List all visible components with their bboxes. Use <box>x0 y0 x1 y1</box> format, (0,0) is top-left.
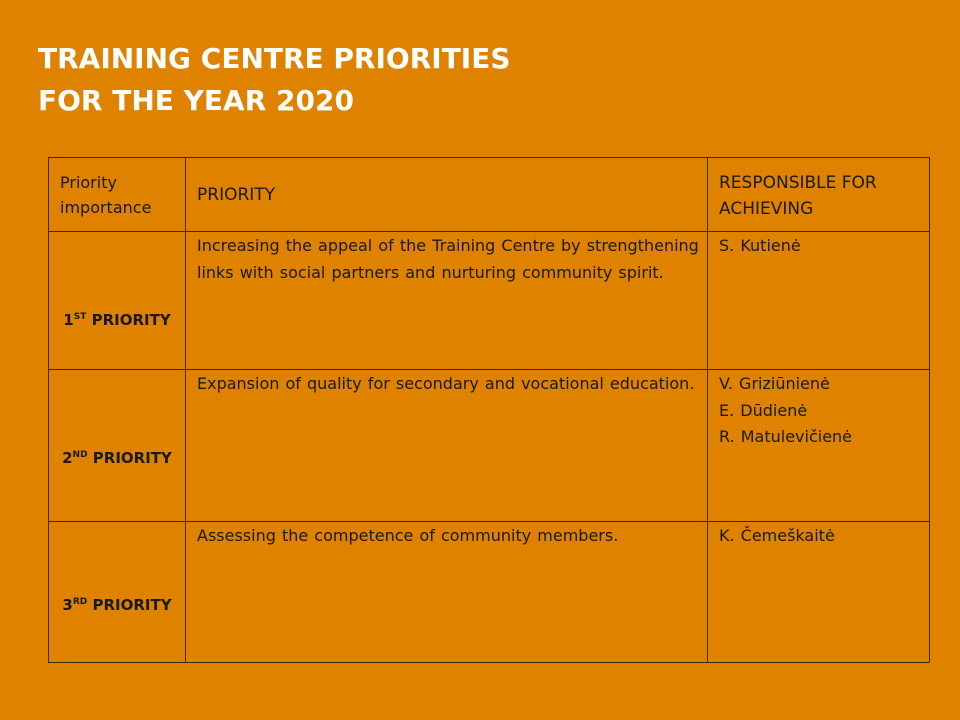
priority-description: Expansion of quality for secondary and vocational education. <box>186 370 708 522</box>
table-row <box>49 522 930 663</box>
rank-word: PRIORITY <box>87 449 172 467</box>
rank-number: 3 <box>62 596 73 614</box>
table-row <box>49 232 930 370</box>
rank-suffix: ND <box>72 450 88 460</box>
header-importance <box>49 158 186 232</box>
header-importance-line-1: Priority <box>60 173 117 192</box>
rank-word: PRIORITY <box>86 311 171 329</box>
priority-description: Increasing the appeal of the Training Centre by strengthening links with social partners and nurturing community spirit. <box>186 232 708 370</box>
rank-suffix: ST <box>73 312 87 322</box>
rank-number: 2 <box>62 449 73 467</box>
priority-rank-cell <box>49 522 186 663</box>
page-title <box>38 38 511 122</box>
priority-rank-cell <box>49 232 186 370</box>
responsible-person: R. Matulevičienė <box>719 427 853 446</box>
rank-number: 1 <box>63 311 74 329</box>
header-responsible-line-2: ACHIEVING <box>719 199 814 219</box>
table-row <box>49 370 930 522</box>
responsible-person: E. Dūdienė <box>719 400 808 420</box>
priorities-table <box>48 157 930 663</box>
responsible-person: V. Griziūnienė <box>719 374 830 393</box>
priority-rank-cell <box>49 370 186 522</box>
responsible-cell <box>708 370 930 522</box>
responsible-person: S. Kutienė <box>719 236 801 255</box>
title-line-2: FOR THE YEAR 2020 <box>38 84 354 117</box>
priority-description: Assessing the competence of community members. <box>186 522 708 663</box>
header-responsible-line-1: RESPONSIBLE FOR <box>719 173 877 193</box>
rank-word: PRIORITY <box>87 596 172 614</box>
header-priority: PRIORITY <box>186 158 708 232</box>
header-responsible <box>708 158 930 232</box>
responsible-cell <box>708 522 930 663</box>
header-importance-line-2: importance <box>60 198 152 217</box>
table-header-row <box>49 158 930 232</box>
rank-suffix: RD <box>72 597 88 607</box>
title-line-1: TRAINING CENTRE PRIORITIES <box>38 42 511 75</box>
responsible-person: K. Čemeškaitė <box>719 526 835 545</box>
responsible-cell <box>708 232 930 370</box>
